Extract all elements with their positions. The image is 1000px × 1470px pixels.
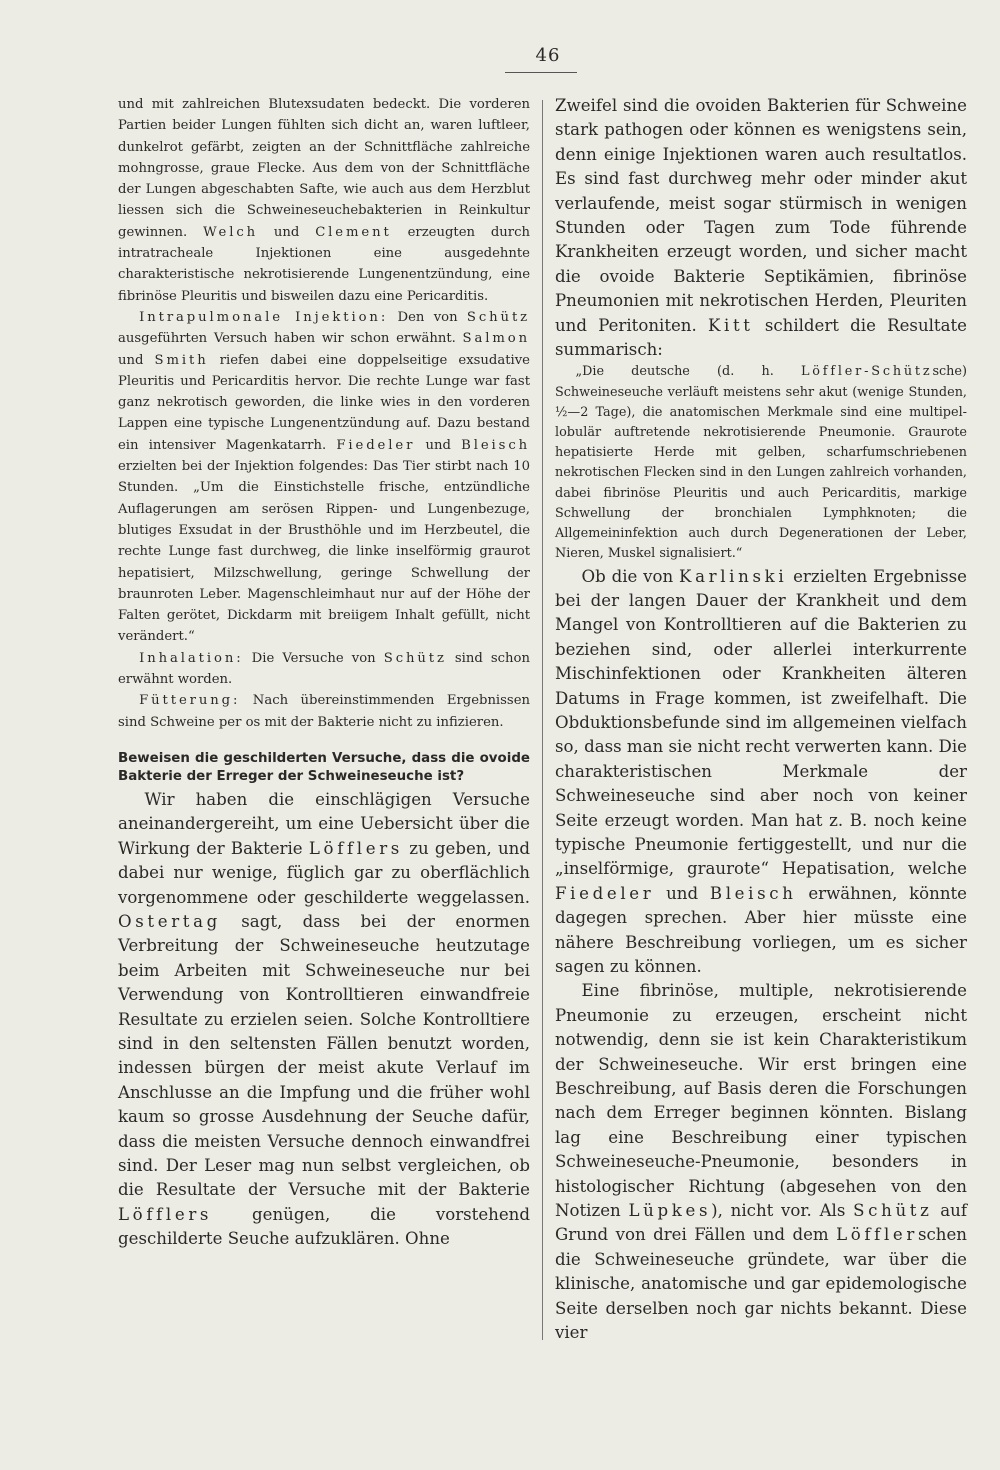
author-name: Salmon (462, 331, 530, 347)
text-run: erzielten bei der Injektion folgendes: Das Tier stirbt nach 10 Stunden. „Um die Einstichstelle frische, entzündliche Auflagerungen am serösen Rippen- und Lungenbezuge, blutiges Exsudat in der Brusthöhle und im Herzbeutel, die rechte Lunge fast durchweg, die linke inselförmig graurot hepatisiert, Milzschwellung, geringe Schwellung der braunroten Leber. Magenschleimhaut nur auf der Höhe der Falten gerötet, Dickdarm mit breiigem Inhalt gefüllt, nicht verändert.“ (118, 459, 530, 645)
author-name: Löffler-Schütz (800, 364, 933, 380)
section-lead: Intrapulmonale Injektion: (139, 309, 389, 325)
paragraph (555, 565, 967, 980)
left-column (118, 94, 530, 1252)
text-run: Den von (388, 309, 467, 325)
text-run: sagt, dass bei der enormen Verbreitung der Schweineseuche heutzutage beim Arbeiten mit Schweineseuche nur bei Verwendung von Kontrolltieren einwandfreie Resultate zu erzielen seien. Solche Kontrolltiere sind in den seltensten Fällen benutzt worden, indessen bürgen der meist akute Verlauf im Anschlusse an die Impfung und die früher wohl kaum so grosse Ausdehnung der Seuche dafür, dass die meisten Versuche dennoch einwandfrei sind. Der Leser mag nun selbst vergleichen, ob die Resultate der Versuche mit der Bakterie (118, 911, 530, 1200)
text-run: Zweifel sind die ovoiden Bakterien für Schweine stark pathogen oder können es wenigstens sein, denn einige Injektionen waren auch resultatlos. Es sind fast durchweg mehr oder minder akut verlaufende, meist sogar stürmisch in wenigen Stunden oder Tagen zum Tode führende Krankheiten erzeugt worden, und sicher macht die ovoide Bakterie Septikämien, fibrinöse Pneumonien mit nekrotischen Herden, Pleuriten und Peritoniten. (555, 96, 967, 335)
text-run: auf Grund von drei Fällen und dem (555, 1201, 968, 1245)
block-quote (555, 362, 967, 564)
section-heading: Beweisen die geschilderten Versuche, dass die ovoide Bakterie der Erreger der Schweineseuche ist? (118, 750, 530, 784)
author-name: Lüpkes (628, 1201, 712, 1221)
text-run: Ob die von (581, 566, 680, 586)
section-lead: Fütterung: (139, 693, 241, 709)
text-run: „Die deutsche (d. h. (575, 364, 801, 380)
paragraph (118, 307, 530, 648)
text-run: sche) Schweineseuche verläuft meistens sehr akut (wenige Stunden, ½—2 Tage), die anatomischen Merkmale sind eine multipel-lobulär auftretende nekrotisierende Pneumonie. Graurote hepatisierte Herde mit gelben, scharfumschriebenen nekrotischen Flecken sind in den Lungen zahlreich vorhanden, dabei fibrinöse Pleuritis und auch Pericarditis, markige Schwellung der bronchialen Lymphknoten; die Allgemeininfektion auch durch Degenerationen der Leber, Nieren, Muskel signalisiert.“ (555, 364, 967, 562)
text-run: sind schon erwähnt worden. (118, 650, 530, 688)
paragraph (118, 94, 530, 307)
author-name: Schütz (853, 1201, 933, 1221)
paragraph (118, 788, 530, 1252)
paragraph (555, 94, 967, 362)
text-run: genügen, die vorstehend geschilderte Seuche aufzuklären. Ohne (118, 1204, 530, 1249)
text-run: schen die Schweineseuche gründete, war über die klinische, anatomische und gar epidemologische Seite derselben noch gar nichts bekannt. Diese vier (555, 1225, 967, 1343)
text-run: Wir haben die einschlägigen Versuche aneinandergereiht, um eine Uebersicht über die Wirkung der Bakterie (118, 789, 530, 858)
text-run: und (415, 437, 462, 453)
text-run: Eine fibrinöse, multiple, nekrotisierende Pneumonie zu erzeugen, erscheint nicht notwendig, denn sie ist kein Charakteristikum der Schweineseuche. Wir erst bringen eine Beschreibung, auf Basis deren die Forschungen nach dem Erreger beginnen könnten. Bislang lag eine Beschreibung einer typischen Schweineseuche-Pneumonie, besonders in histologischer Richtung (abgesehen von den Notizen (555, 981, 967, 1221)
author-name: Clement (315, 224, 392, 240)
paragraph (555, 979, 967, 1345)
author-name: Löfflers (118, 1204, 213, 1224)
author-name: Schütz (466, 309, 530, 325)
author-name: Welch (203, 224, 259, 240)
author-name: Löffler (836, 1225, 918, 1245)
text-run: erzielten Ergebnisse bei der langen Dauer der Krankheit und dem Mangel von Kontrolltieren auf die Bakterien zu beziehen sind, oder allerlei interkurrente Mischinfektionen oder Krankheiten älteren Datums in Frage kommen, ist zweifelhaft. Die Obduktionsbefunde sind im allgemeinen vielfach so, dass man sie nicht recht verwerten kann. Die charakteristischen Merkmale der Schweineseuche sind aber noch von keiner Seite erzeugt worden. Man hat z. B. noch keine typische Pneumonie fertiggestellt, und nur die „inselförmige, graurote“ Hepatisation, welche (555, 566, 967, 879)
author-name: Karlinski (679, 566, 788, 586)
text-run: und mit zahlreichen Blutexsudaten bedeckt. Die vorderen Partien beider Lungen fühlten sich dicht an, waren luftleer, dunkelrot gefärbt, zeigten an der Schnittfläche zahlreiche mohngrosse, graue Flecke. Aus dem von der Schnittfläche der Lungen abgeschabten Safte, wie auch aus dem Herzblut liessen sich die Schweineseuchebakterien in Reinkultur gewinnen. (118, 97, 530, 240)
paragraph (118, 690, 530, 733)
text-run: Die Versuche von (243, 650, 384, 666)
author-name: Bleisch (461, 437, 531, 453)
section-lead: Inhalation: (139, 650, 244, 666)
author-name: Ostertag (118, 911, 221, 931)
text-run: und (654, 883, 710, 903)
text-run: zu geben, und dabei nur wenige, füglich gar zu oberflächlich vorgenommene oder geschilderte weggelassen. (118, 838, 530, 907)
author-name: Fiedeler (336, 437, 416, 453)
paragraph (118, 648, 530, 691)
text-run: ), nicht vor. Als (711, 1201, 854, 1221)
text-run: ausgeführten Versuch haben wir schon erwähnt. (118, 331, 463, 347)
author-name: Löfflers (308, 838, 403, 858)
text-run: erzeugten durch intratracheale Injektionen eine ausgedehnte charakteristische nekrotisierende Lungenentzündung, eine fibrinöse Pleuritis und bisweilen dazu eine Pericarditis. (118, 224, 530, 304)
text-run: und (258, 224, 316, 240)
author-name: Kitt (707, 315, 754, 335)
text-run: riefen dabei eine doppelseitige exsudative Pleuritis und Pericarditis hervor. Die rechte Lunge war fast ganz nekrotisch geworden, die linke wies in den vorderen Lappen eine typische Lungenentzündung auf. Dazu bestand ein intensiver Magenkatarrh. (118, 352, 530, 453)
right-column (555, 94, 967, 1346)
text-run: schildert die Resultate summarisch: (555, 315, 967, 360)
text-run: Nach übereinstimmenden Ergebnissen sind Schweine per os mit der Bakterie nicht zu infizieren. (118, 693, 530, 730)
author-name: Fiedeler (555, 883, 655, 903)
author-name: Bleisch (709, 883, 797, 903)
header-rule (505, 72, 577, 73)
text-run: und (118, 352, 155, 368)
column-divider (542, 100, 543, 1340)
author-name: Schütz (383, 650, 447, 666)
text-run: erwähnen, könnte dagegen sprechen. Aber hier müsste eine nähere Beschreibung vorliegen, um es sicher sagen zu können. (555, 883, 968, 976)
page-number: 46 (535, 45, 561, 66)
author-name: Smith (154, 352, 209, 368)
